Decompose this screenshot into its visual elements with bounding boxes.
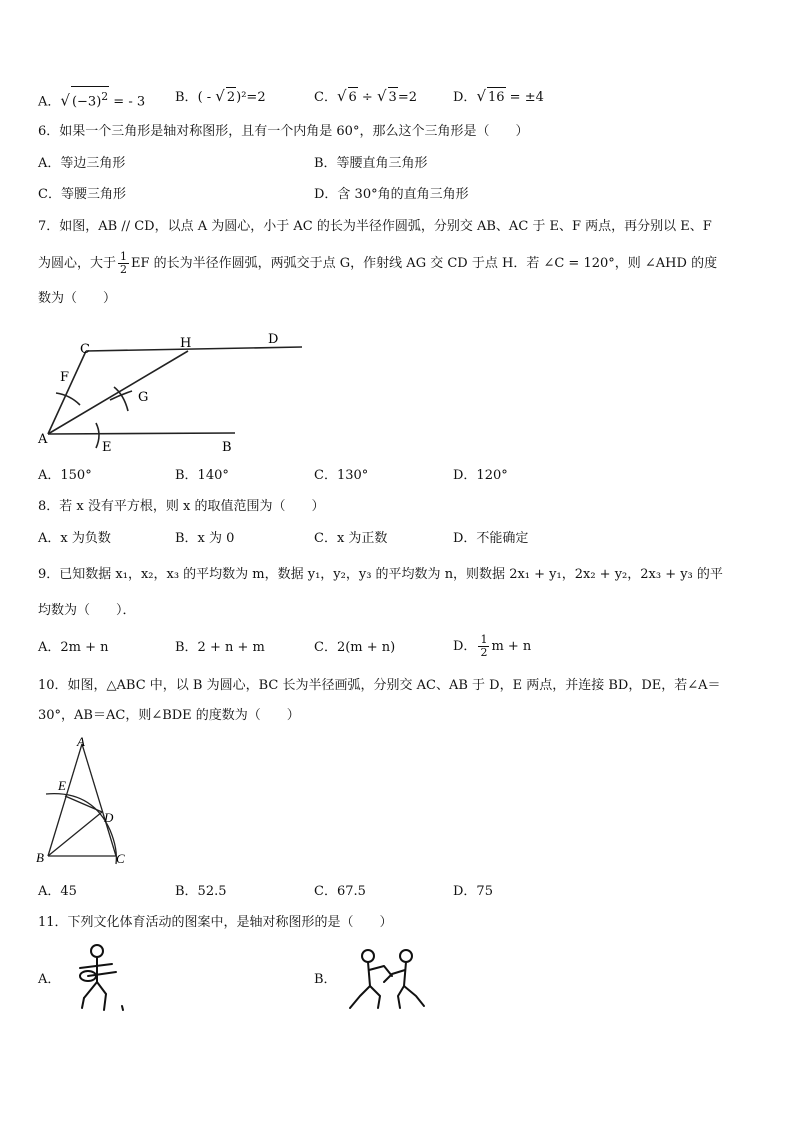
q10-figure	[30, 734, 140, 870]
operator: ÷	[357, 90, 377, 105]
q8-stem: 8．若 x 没有平方根，则 x 的取值范围为（ ）	[38, 499, 325, 514]
q6-option-a: A．等边三角形	[38, 156, 126, 171]
q7-option-d: D．120°	[453, 468, 508, 483]
radicand	[71, 86, 109, 112]
label-f: F	[60, 370, 70, 385]
q6-stem: 6．如果一个三角形是轴对称图形，且有一个内角是 60°，那么这个三角形是（ ）	[38, 124, 529, 139]
q11-stem: 11．下列文化体育活动的图案中，是轴对称图形的是（ ）	[38, 915, 393, 930]
q9-option-b: B．2 + n + m	[175, 640, 265, 655]
fraction-numerator: 1	[120, 250, 128, 263]
radicand: 6	[348, 87, 358, 108]
option-label: D．	[453, 90, 477, 105]
fraction-numerator: 1	[480, 633, 488, 646]
expression-rest: m + n	[491, 639, 532, 654]
q9-stem-line2: 均数为（ ）．	[38, 603, 136, 618]
q7-option-a: A．150°	[38, 468, 92, 483]
radicand: 2	[226, 87, 236, 108]
q11-figure-a-pictogram	[70, 942, 130, 1014]
q7-option-c: C．130°	[314, 468, 369, 483]
q6-option-d: D．含 30°角的直角三角形	[314, 187, 469, 202]
q6-option-c: C．等腰三角形	[38, 187, 126, 202]
radicand: 3	[388, 87, 398, 108]
q10-stem-line1: 10．如图，△ABC 中，以 B 为圆心，BC 长为半径画弧，分别交 AC、AB 于 D，E 两点，并连接 BD，DE，若∠A＝	[38, 678, 721, 693]
q10-stem-line2: 30°，AB＝AC，则∠BDE 的度数为（ ）	[38, 708, 300, 723]
fraction-denominator: 2	[480, 646, 488, 659]
label-h: H	[180, 336, 192, 351]
segment-bd	[48, 812, 102, 856]
label-e: E	[102, 440, 112, 455]
q9-option-d	[453, 630, 531, 664]
q8-option-a: A．x 为负数	[38, 531, 111, 546]
q5-option-a	[38, 86, 146, 110]
label-c: C	[116, 851, 125, 866]
sqrt-icon: √	[215, 87, 225, 105]
fraction-one-half	[118, 251, 129, 276]
q5-option-b	[175, 86, 266, 106]
q8-option-c: C．x 为正数	[314, 531, 388, 546]
option-label: D．	[453, 639, 477, 654]
q10-option-b: B．52.5	[175, 884, 227, 899]
fraction-denominator: 2	[120, 263, 128, 276]
expression-rest: = - 3	[109, 94, 146, 110]
stem-text: EF 的长为半径作圆弧，两弧交于点 G，作射线 AG 交 CD 于点 H．若 ∠C = 120°，则 ∠AHD 的度	[131, 256, 718, 271]
sqrt-icon: √	[376, 87, 387, 105]
q10-option-c: C．67.5	[314, 884, 366, 899]
expression-pre: ( -	[197, 90, 216, 105]
radicand-text: (−3)	[71, 94, 102, 110]
expression-rest: )²=2	[236, 90, 266, 105]
q11-option-a-label: A．	[38, 972, 61, 987]
q5-option-d	[453, 86, 544, 106]
option-label: A．	[38, 94, 61, 110]
label-d: D	[104, 810, 114, 825]
q7-stem-line1: 7．如图，AB // CD，以点 A 为圆心，小于 AC 的长为半径作圆弧，分别交 AB、AC 于 E、F 两点，再分别以 E、F	[38, 219, 712, 234]
q9-stem-line1: 9．已知数据 x₁，x₂，x₃ 的平均数为 m，数据 y₁，y₂，y₃ 的平均数为 n，则数据 2x₁ + y₁，2x₂ + y₂，2x₃ + y₃ 的平	[38, 567, 723, 582]
option-label: B．	[175, 90, 198, 105]
q8-option-b: B．x 为 0	[175, 531, 235, 546]
q10-option-d: D．75	[453, 884, 493, 899]
radicand: 16	[487, 87, 506, 108]
expression-rest: = ±4	[505, 90, 544, 105]
label-d: D	[268, 332, 279, 347]
label-e: E	[58, 778, 66, 793]
q11-option-b-label: B．	[314, 972, 337, 987]
sqrt-icon: √	[60, 91, 70, 110]
side-ab	[48, 744, 82, 856]
arc-f	[56, 393, 80, 405]
q7-option-b: B．140°	[175, 468, 229, 483]
q10-option-a: A．45	[38, 884, 77, 899]
expression-rest: =2	[397, 90, 417, 105]
stem-text: 为圆心，大于	[38, 256, 117, 271]
line-cd	[86, 347, 302, 351]
arc-e	[96, 423, 99, 448]
q9-option-c: C．2(m + n)	[314, 640, 396, 655]
label-a: A	[38, 432, 48, 447]
label-c: C	[80, 342, 90, 357]
q9-option-a: A．2m + n	[38, 640, 109, 655]
side-ac	[82, 744, 116, 856]
q7-figure	[30, 325, 310, 460]
line-ab	[48, 433, 235, 434]
exponent: 2	[101, 90, 109, 103]
q11-figure-b-pictogram	[344, 944, 428, 1014]
label-b: B	[36, 850, 44, 865]
sqrt-icon: √	[476, 87, 486, 105]
q5-option-c	[314, 86, 417, 106]
q7-stem-line2	[38, 249, 717, 279]
line-ac	[48, 351, 86, 434]
label-g: G	[138, 390, 149, 405]
label-b: B	[222, 440, 232, 455]
label-a: A	[77, 734, 85, 749]
ray-ag	[48, 351, 188, 434]
fraction-one-half	[478, 634, 489, 659]
q6-option-b: B．等腰直角三角形	[314, 156, 428, 171]
q8-option-d: D．不能确定	[453, 531, 529, 546]
q7-stem-line3: 数为（ ）	[38, 291, 117, 306]
option-label: C．	[314, 90, 337, 105]
sqrt-icon: √	[336, 87, 347, 105]
